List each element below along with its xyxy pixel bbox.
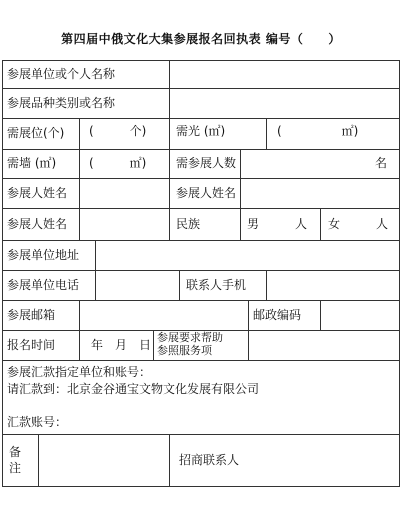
col-divider	[79, 300, 80, 330]
row-divider	[3, 300, 399, 301]
lighting-label: 需光 (㎡)	[176, 124, 226, 138]
postal-code-label: 邮政编码	[253, 308, 302, 322]
investment-contact-label: 招商联系人	[179, 453, 240, 467]
remarks-label-2: 注	[9, 461, 22, 475]
col-divider	[266, 118, 267, 149]
remittance-account-label: 汇款账号：	[7, 415, 68, 429]
row-divider	[3, 178, 399, 179]
exhibitor-name-label: 参展单位或个人名称	[7, 67, 116, 81]
remarks-label-1: 备	[9, 445, 22, 459]
booth-demand-label: 需展位(个)	[7, 126, 65, 140]
row-divider	[3, 118, 399, 119]
col-divider	[79, 118, 80, 178]
ethnicity-label: 民族	[176, 217, 201, 231]
phone-label: 参展单位电话	[7, 278, 80, 292]
remittance-payee: 请汇款到：北京金谷通宝文物文化发展有限公司	[7, 382, 260, 396]
col-divider	[320, 208, 321, 240]
address-label: 参展单位地址	[7, 248, 80, 262]
remittance-title: 参展汇款指定单位和账号：	[7, 365, 152, 379]
col-divider	[169, 88, 170, 118]
col-divider	[38, 434, 39, 486]
attendee-count-unit: 名	[375, 156, 388, 170]
wall-label: 需墙 (㎡)	[7, 156, 57, 170]
col-divider	[169, 434, 170, 486]
wall-value: ( ㎡)	[89, 156, 147, 170]
male-count-label: 男 人	[247, 217, 308, 231]
row-divider	[3, 240, 399, 241]
col-divider	[240, 178, 241, 208]
col-divider	[79, 178, 80, 240]
col-divider	[240, 149, 241, 178]
col-divider	[248, 330, 249, 360]
row-divider	[3, 434, 399, 435]
registration-time-label: 报名时间	[7, 338, 56, 352]
registration-form	[2, 60, 400, 487]
col-divider	[79, 330, 80, 360]
form-title: 第四届中俄文化大集参展报名回执表 编号（ ）	[61, 32, 341, 46]
col-divider	[240, 208, 241, 240]
row-divider	[3, 88, 399, 89]
col-divider	[248, 300, 249, 330]
col-divider	[95, 240, 96, 270]
col-divider	[266, 270, 267, 300]
col-divider	[179, 270, 180, 300]
row-divider	[3, 360, 399, 361]
row-divider	[3, 208, 399, 209]
registration-time-value: 年 月 日	[91, 338, 152, 352]
lighting-value: ( ㎡)	[277, 124, 359, 138]
exhibit-category-label: 参展品种类别或名称	[7, 96, 116, 110]
email-label: 参展邮箱	[7, 308, 56, 322]
female-count-label: 女 人	[328, 217, 389, 231]
col-divider	[320, 300, 321, 330]
col-divider	[95, 270, 96, 300]
attendee-count-label: 需参展人数	[176, 156, 237, 170]
col-divider	[153, 330, 154, 360]
attendee-name-label: 参展人姓名	[7, 217, 68, 231]
service-request-line-2: 参照服务项	[157, 344, 212, 357]
col-divider	[169, 178, 170, 240]
service-request-line-1: 参展要求帮助	[157, 331, 223, 344]
booth-demand-value: ( 个)	[89, 124, 147, 138]
row-divider	[3, 149, 399, 150]
row-divider	[3, 270, 399, 271]
col-divider	[169, 118, 170, 178]
attendee-name-label: 参展人姓名	[7, 186, 68, 200]
attendee-name-label: 参展人姓名	[176, 186, 237, 200]
col-divider	[169, 61, 170, 88]
contact-mobile-label: 联系人手机	[186, 278, 247, 292]
